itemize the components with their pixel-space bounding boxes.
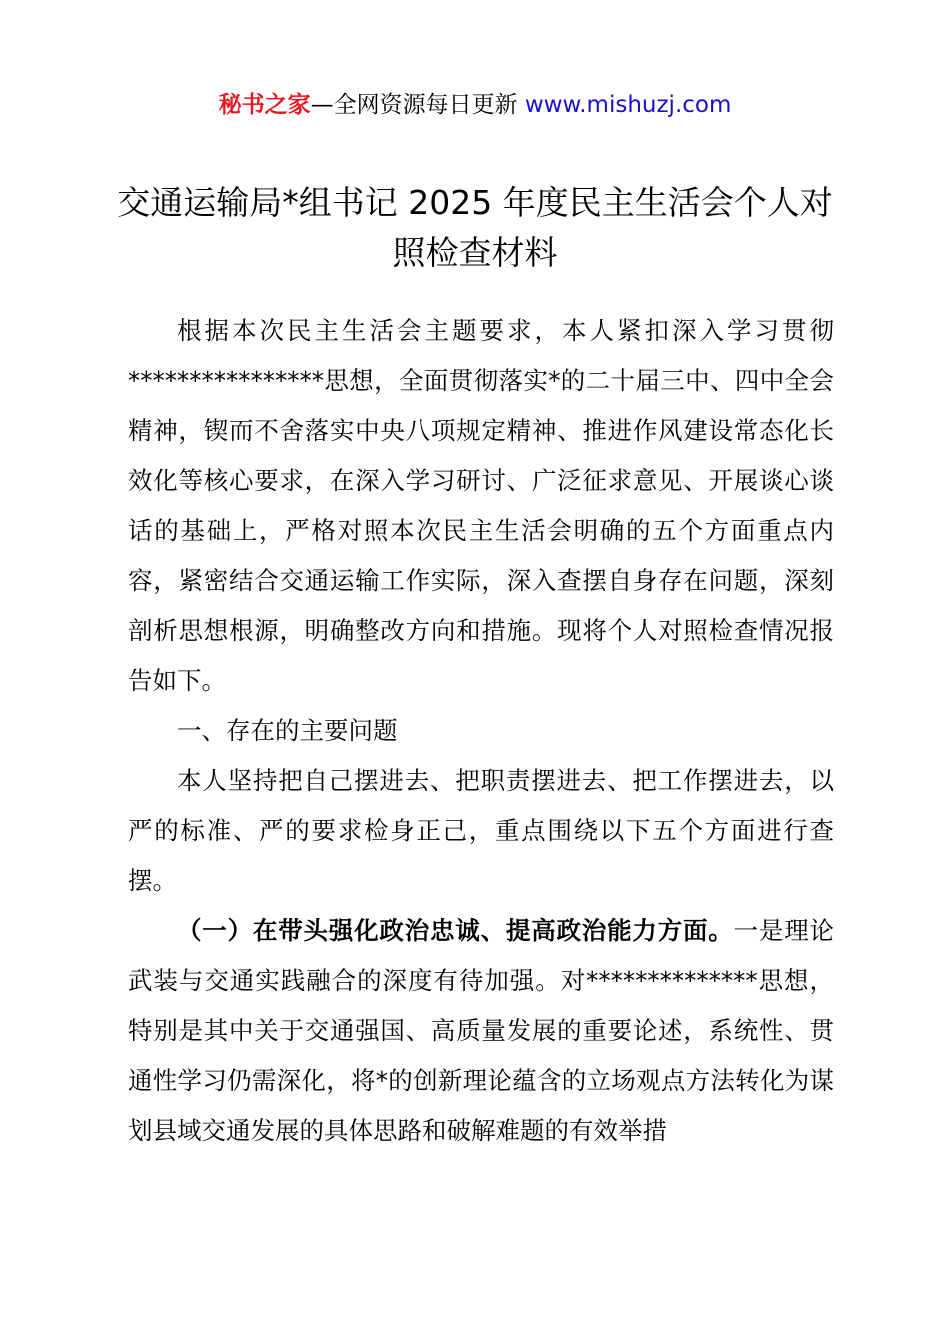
banner-brand: 秘书之家 xyxy=(218,92,311,118)
subsection-paragraph xyxy=(128,906,834,1156)
document-body xyxy=(128,306,834,1156)
document-title: 交通运输局*组书记 2025 年度民主生活会个人对照检查材料 xyxy=(117,183,833,272)
intro-paragraph: 根据本次民主生活会主题要求，本人紧扣深入学习贯彻****************思想，全面贯彻落实*的二十届三中、四中全会精神，锲而不舍落实中央八项规定精神、推进作风建设常态化长效化等核心要求，在深入学习研讨、广泛征求意见、开展谈心谈话的基础上，严格对照本次民主生活会明确的五个方面重点内容，紧密结合交通运输工作实际，深入查摆自身存在问题，深刻剖析思想根源，明确整改方向和措施。现将个人对照检查情况报告如下。 xyxy=(128,316,834,695)
site-banner xyxy=(0,88,950,122)
banner-slogan: —全网资源每日更新 xyxy=(310,92,525,118)
section-heading: 一、存在的主要问题 xyxy=(177,716,398,745)
body-paragraph: 本人坚持把自己摆进去、把职责摆进去、把工作摆进去，以严的标准、严的要求检身正己，重点围绕以下五个方面进行查摆。 xyxy=(128,766,834,895)
subsection-text: 一是理论武装与交通实践融合的深度有待加强。对**************思想，特别是其中关于交通强国、高质量发展的重要论述，系统性、贯通性学习仍需深化，将*的创新理论蕴含的立场观点方法转化为谋划县域交通发展的具体思路和破解难题的有效举措 xyxy=(128,916,835,1145)
subsection-heading: （一）在带头强化政治忠诚、提高政治能力方面。 xyxy=(177,916,734,945)
banner-url[interactable]: www.mishuzj.com xyxy=(524,92,732,118)
